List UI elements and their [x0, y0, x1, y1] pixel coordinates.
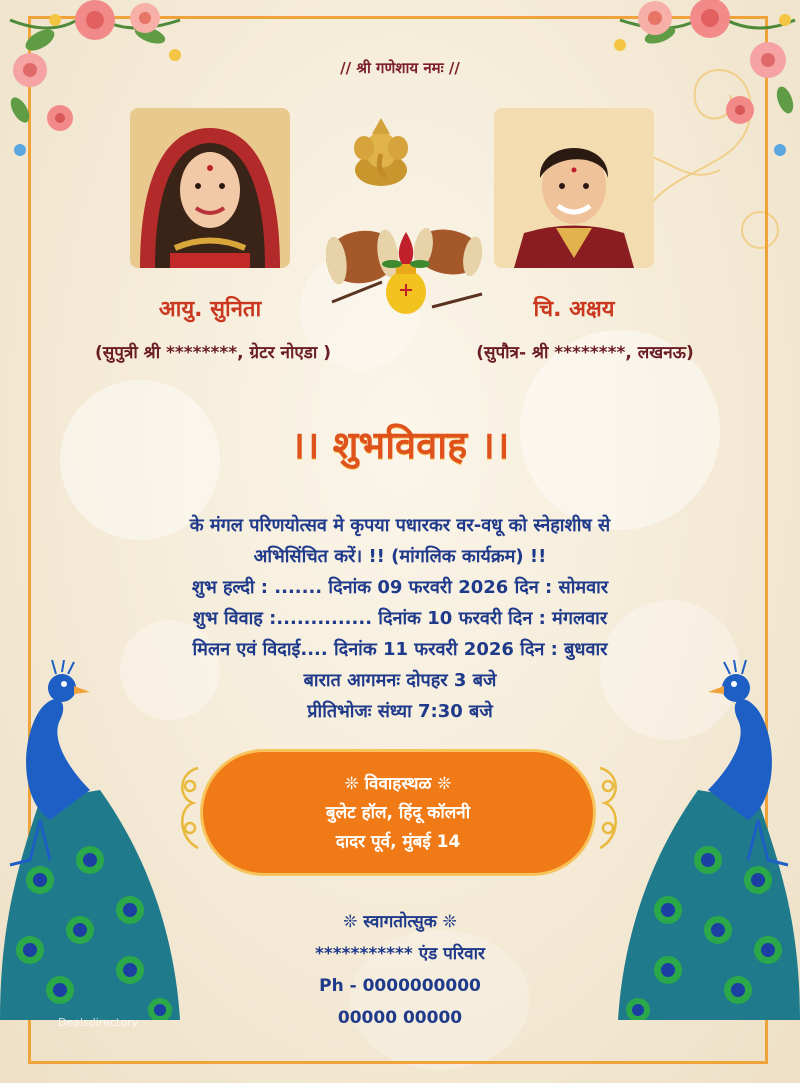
bride-portrait — [130, 108, 290, 268]
invitation-line: के मंगल परिणयोत्सव मे कृपया पधारकर वर-वधू को स्नेहाशीष से — [189, 515, 611, 536]
invitation-line: मिलन एवं विदाई.... दिनांक 11 फरवरी 2026 दिन : बुधवार — [192, 639, 608, 660]
phone-number: Ph - 0000000000 — [319, 976, 481, 996]
invitation-body — [90, 510, 710, 727]
bride-name: आयु. सुनिता — [158, 297, 262, 322]
groom-name: चि. अक्षय — [533, 297, 615, 322]
invitation-title: ।। शुभविवाह ।। — [290, 423, 510, 467]
venue-line1: बुलेट हॉल, हिंदू कॉलनी — [325, 803, 471, 823]
ganesha-icon — [346, 112, 416, 192]
invocation-text: // श्री गणेशाय नमः // — [340, 59, 460, 77]
invitation-line: अभिसिंचित करें। !! (मांगलिक कार्यक्रम) !! — [253, 546, 547, 567]
groom-parents: (सुपौत्र- श्री ********, लखनऊ) — [476, 343, 694, 363]
invitation-line: शुभ विवाह :.............. दिनांक 10 फरवरी दिन : मंगलवार — [192, 608, 608, 629]
watermark: Dealsdirectory — [58, 1016, 138, 1029]
closing-heading: ❊ स्वागतोत्सुक ❊ — [343, 912, 457, 932]
family-name: *********** एंड परिवार — [315, 944, 485, 964]
invitation-line: प्रीतिभोजः संध्या 7:30 बजे — [307, 701, 493, 722]
closing-block — [0, 906, 800, 1034]
invitation-line: शुभ हल्दी : ....... दिनांक 09 फरवरी 2026 दिन : सोमवार — [191, 577, 609, 598]
invitation-line: बारात आगमनः दोपहर 3 बजे — [303, 670, 497, 691]
bride-parents: (सुपुत्री श्री ********, ग्रेटर नोएडा ) — [95, 343, 331, 363]
dhol-kalash-icon — [322, 212, 488, 322]
phone-number-2: 00000 00000 — [337, 1008, 463, 1028]
venue-line2: दादर पूर्व, मुंबई 14 — [335, 832, 461, 852]
venue-box — [200, 749, 596, 876]
venue-heading: ❊ विवाहस्थळ ❊ — [344, 774, 452, 794]
groom-portrait — [494, 108, 654, 268]
